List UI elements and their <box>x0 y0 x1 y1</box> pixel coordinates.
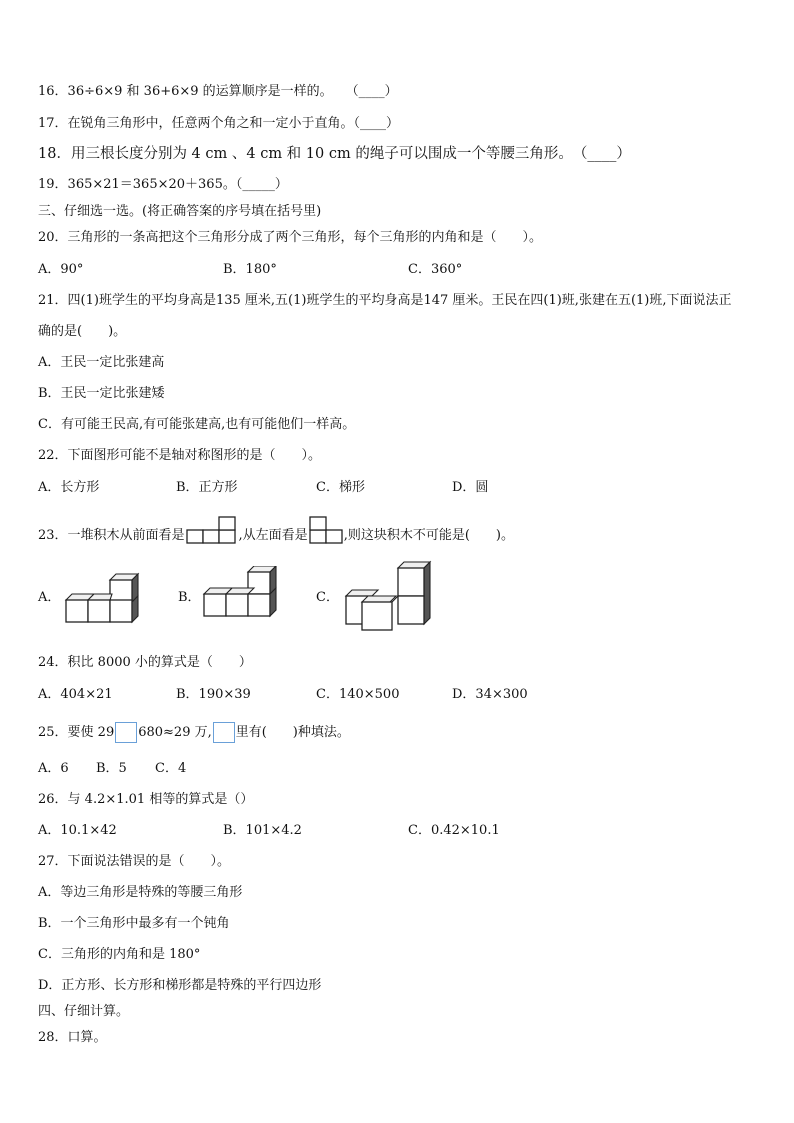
q26-option-c: C．0.42×10.1 <box>408 823 500 838</box>
question-22: 22．下面图形可能不是轴对称图形的是（ ）。 <box>38 448 322 463</box>
q23-option-b-figure <box>200 566 280 632</box>
question-23 <box>38 516 514 544</box>
q22-option-a: A．长方形 <box>38 480 100 495</box>
q24-option-c: C．140×500 <box>316 687 400 702</box>
q25-text-pre: 25．要使 29 <box>38 725 115 740</box>
question-21-line1: 21．四(1)班学生的平均身高是135 厘米,五(1)班学生的平均身高是147 厘米。王民在四(1)班,张建在五(1)班,下面说法正 <box>38 293 732 308</box>
section-3-heading: 三、仔细选一选。(将正确答案的序号填在括号里) <box>38 204 322 219</box>
q26-option-a: A．10.1×42 <box>38 823 117 838</box>
question-24: 24．积比 8000 小的算式是（ ） <box>38 655 252 670</box>
q20-option-c: C．360° <box>408 262 463 277</box>
q25-text-mid: 680≈29 万, <box>138 725 212 740</box>
front-view-figure <box>185 516 239 544</box>
question-17: 17．在锐角三角形中，任意两个角之和一定小于直角。（____） <box>38 116 400 131</box>
q25-option-a: A．6 <box>38 761 69 776</box>
q22-option-c: C．梯形 <box>316 480 365 495</box>
blank-box <box>115 722 137 743</box>
q27-option-c: C．三角形的内角和是 180° <box>38 947 201 962</box>
left-view-figure <box>308 516 344 544</box>
q25-option-b: B．5 <box>96 761 127 776</box>
question-28: 28．口算。 <box>38 1030 107 1045</box>
q23-text-post: ,则这块积木不可能是( )。 <box>343 528 514 543</box>
q20-option-b: B．180° <box>223 262 277 277</box>
q22-option-d: D．圆 <box>452 480 489 495</box>
q23-option-c-label: C． <box>316 590 339 605</box>
question-18: 18．用三根长度分别为 4 cm 、4 cm 和 10 cm 的绳子可以围成一个等腰三角形。 （____） <box>38 146 631 162</box>
question-21-line2: 确的是( )。 <box>38 324 127 339</box>
question-16: 16．36÷6×9 和 36+6×9 的运算顺序是一样的。 （____） <box>38 84 398 99</box>
section-4-heading: 四、仔细计算。 <box>38 1004 130 1019</box>
q23-option-b-label: B． <box>178 590 201 605</box>
q27-option-d: D．正方形、长方形和梯形都是特殊的平行四边形 <box>38 978 322 993</box>
q23-option-a-label: A． <box>38 590 61 605</box>
q23-text-pre: 23．一堆积木从前面看是 <box>38 528 185 543</box>
q26-option-b: B．101×4.2 <box>223 823 302 838</box>
q27-option-b: B．一个三角形中最多有一个钝角 <box>38 916 230 931</box>
q22-option-b: B．正方形 <box>176 480 238 495</box>
q25-option-c: C．4 <box>155 761 187 776</box>
q23-text-mid: ,从左面看是 <box>238 528 308 543</box>
blank-box <box>213 722 235 743</box>
q23-option-a-figure <box>60 570 140 634</box>
q21-option-b: B．王民一定比张建矮 <box>38 386 165 401</box>
q24-option-a: A．404×21 <box>38 687 113 702</box>
question-27: 27．下面说法错误的是（ ）。 <box>38 854 231 869</box>
q23-option-c-figure <box>340 560 436 636</box>
q21-option-c: C．有可能王民高,有可能张建高,也有可能他们一样高。 <box>38 417 356 432</box>
q27-option-a: A．等边三角形是特殊的等腰三角形 <box>38 885 243 900</box>
question-19: 19．365×21＝365×20＋365。（_____） <box>38 177 288 192</box>
q25-text-post: 里有( )种填法。 <box>235 725 350 740</box>
question-26: 26．与 4.2×1.01 相等的算式是（） <box>38 792 254 807</box>
q24-option-b: B．190×39 <box>176 687 251 702</box>
question-25 <box>38 722 350 743</box>
question-20: 20．三角形的一条高把这个三角形分成了两个三角形，每个三角形的内角和是（ ）。 <box>38 230 543 245</box>
q21-option-a: A．王民一定比张建高 <box>38 355 165 370</box>
q20-option-a: A．90° <box>38 262 84 277</box>
q24-option-d: D．34×300 <box>452 687 528 702</box>
